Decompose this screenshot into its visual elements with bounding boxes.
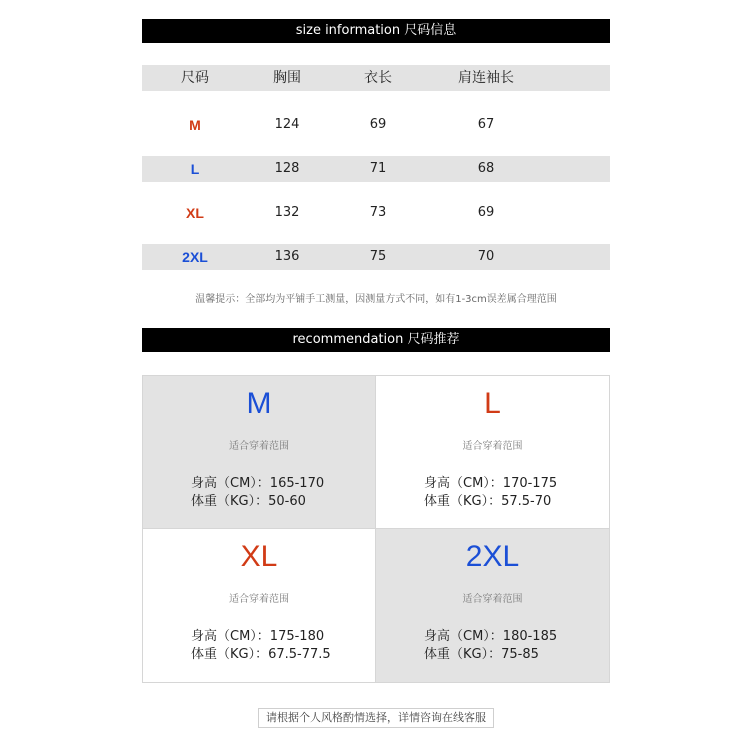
size-table-header [142,65,610,91]
card-height-range: 身高（CM）：180-185 [424,629,558,644]
header-chest: 胸围 [273,70,301,86]
card-height-range: 身高（CM）：175-180 [191,629,325,644]
chest-value: 128 [274,161,300,176]
recommend-card-m [143,376,376,529]
card-height-range: 身高（CM）：165-170 [191,476,325,491]
measurement-note: 温馨提示：全部均为平铺手工测量，因测量方式不同，如有1-3cm误差属合理范围 [195,294,557,305]
card-weight-range: 体重（KG）：67.5-77.5 [191,647,331,662]
card-subtitle: 适合穿着范围 [462,594,523,605]
table-row [142,112,610,138]
recommendation-title-bar [142,328,610,352]
card-weight-range: 体重（KG）：50-60 [191,494,306,509]
chest-value: 136 [274,249,300,264]
length-value: 71 [369,161,387,176]
size-info-title: size information 尺码信息 [295,23,457,38]
chest-value: 132 [274,205,300,220]
size-info-title-bar [142,19,610,43]
size-label: 2XL [182,249,208,265]
sleeve-value: 69 [477,205,495,220]
header-size: 尺码 [181,70,209,86]
size-label: L [190,161,200,177]
recommend-card-l [376,376,609,529]
size-label: M [189,117,201,133]
size-label: XL [186,205,204,221]
recommend-card-2xl [376,529,609,682]
recommendation-title: recommendation 尺码推荐 [292,332,460,347]
header-length: 衣长 [364,70,392,86]
recommendation-grid [142,375,610,683]
card-size-label: 2XL [465,540,520,573]
sleeve-value: 68 [477,161,495,176]
table-row [142,244,610,270]
length-value: 73 [369,205,387,220]
footer-note: 请根据个人风格酌情选择，详情咨询在线客服 [258,708,494,728]
recommend-card-xl [143,529,376,682]
sleeve-value: 67 [477,117,495,132]
table-row [142,156,610,182]
length-value: 69 [369,117,387,132]
card-weight-range: 体重（KG）：75-85 [424,647,539,662]
card-subtitle: 适合穿着范围 [229,594,289,605]
sleeve-value: 70 [477,249,495,264]
length-value: 75 [369,249,387,264]
card-subtitle: 适合穿着范围 [462,441,523,452]
header-sleeve: 肩连袖长 [458,70,514,86]
card-size-label: XL [240,540,278,573]
card-size-label: L [484,387,501,420]
chest-value: 124 [274,117,300,132]
table-row [142,200,610,226]
card-height-range: 身高（CM）：170-175 [424,476,558,491]
card-size-label: M [246,387,272,420]
card-subtitle: 适合穿着范围 [229,441,289,452]
card-weight-range: 体重（KG）：57.5-70 [424,494,552,509]
